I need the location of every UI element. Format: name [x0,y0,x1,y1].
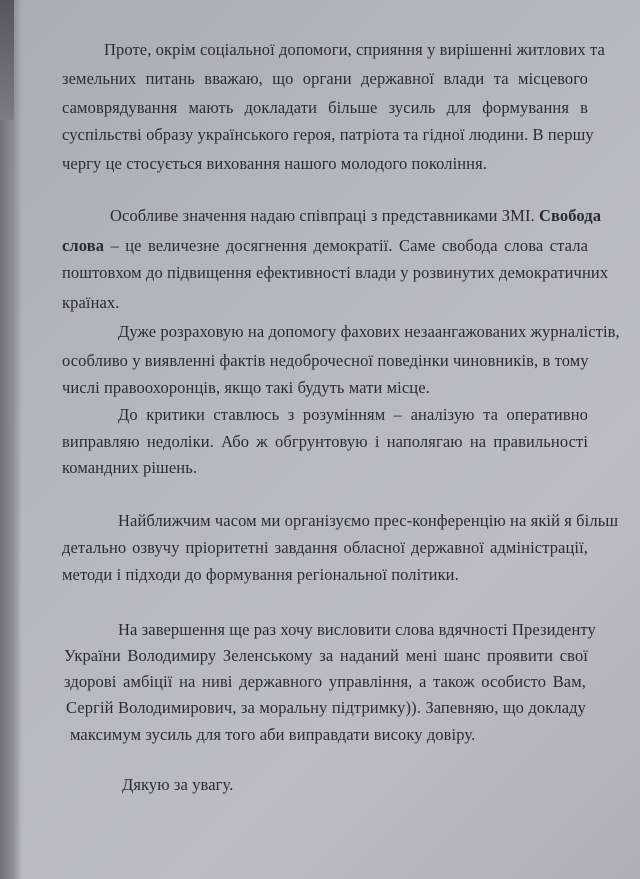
paragraph-4-line-2: виправляю недоліки. Або ж обгрунтовую і наполягаю на правильності [62,432,588,451]
paragraph-2-line-4: країнах. [62,293,120,312]
paragraph-6-line-3: здорові амбіції на ниві державного управління, а також особисто Вам, [64,672,586,691]
paragraph-6-line-1: На завершення ще раз хочу висловити слова вдячності Президенту [118,620,596,639]
paragraph-5-line-1: Найближчим часом ми організуємо прес-конференцію на якій я більш [118,511,619,530]
closing-line: Дякую за увагу. [122,775,234,794]
paragraph-1-line-1: Проте, окрім соціальної допомоги, сприяння у вирішенні житлових та [104,40,605,59]
paragraph-2-bold-slova: слова [62,236,105,255]
paragraph-2-line-2-text: – це величезне досягнення демократії. Саме свобода слова стала [104,236,588,255]
paragraph-2-line-1-text: Особливе значення надаю співпраці з представниками ЗМІ. [110,206,539,225]
paragraph-3-line-1: Дуже розраховую на допомогу фахових незаангажованих журналістів, [118,322,620,341]
paragraph-5-line-2: детально озвучу пріоритетні завдання обласної державної адміністрації, [62,538,588,557]
paragraph-6-line-4: Сергій Володимирович, за моральну підтримку)). Запевняю, що докладу [66,698,586,717]
paragraph-4-line-3: командних рішень. [62,458,198,477]
paragraph-2-line-3: поштовхом до підвищення ефективності влади у розвинутих демократичних [62,263,609,282]
paragraph-1-line-2: земельних питань вважаю, що органи державної влади та місцевого [62,69,588,88]
paragraph-4-line-1: До критики ставлюсь з розумінням – аналізую та оперативно [118,405,588,424]
paragraph-3-line-3: числі правоохоронців, якщо такі будуть мати місце. [62,378,430,397]
paragraph-2-line-1 [110,206,601,226]
paragraph-1-line-5: чергу це стосується виховання нашого молодого покоління. [62,154,488,173]
paragraph-6-line-5: максимум зусиль для того аби виправдати високу довіру. [70,725,476,744]
paragraph-2-bold-svoboda: Свобода [538,206,602,225]
paragraph-2-line-2 [62,236,588,256]
paragraph-3-line-2: особливо у виявленні фактів недоброчесної поведінки чиновників, в тому [62,351,589,370]
paragraph-6-line-2: України Володимиру Зеленському за наданий мені шанс проявити свої [64,646,588,665]
paragraph-1-line-3: самоврядування мають докладати більше зусиль для формування в [62,98,588,117]
paragraph-5-line-3: методи і підходи до формування регіональної політики. [62,565,459,584]
paragraph-1-line-4: суспільстві образу українського героя, патріота та гідної людини. В першу [62,125,594,144]
